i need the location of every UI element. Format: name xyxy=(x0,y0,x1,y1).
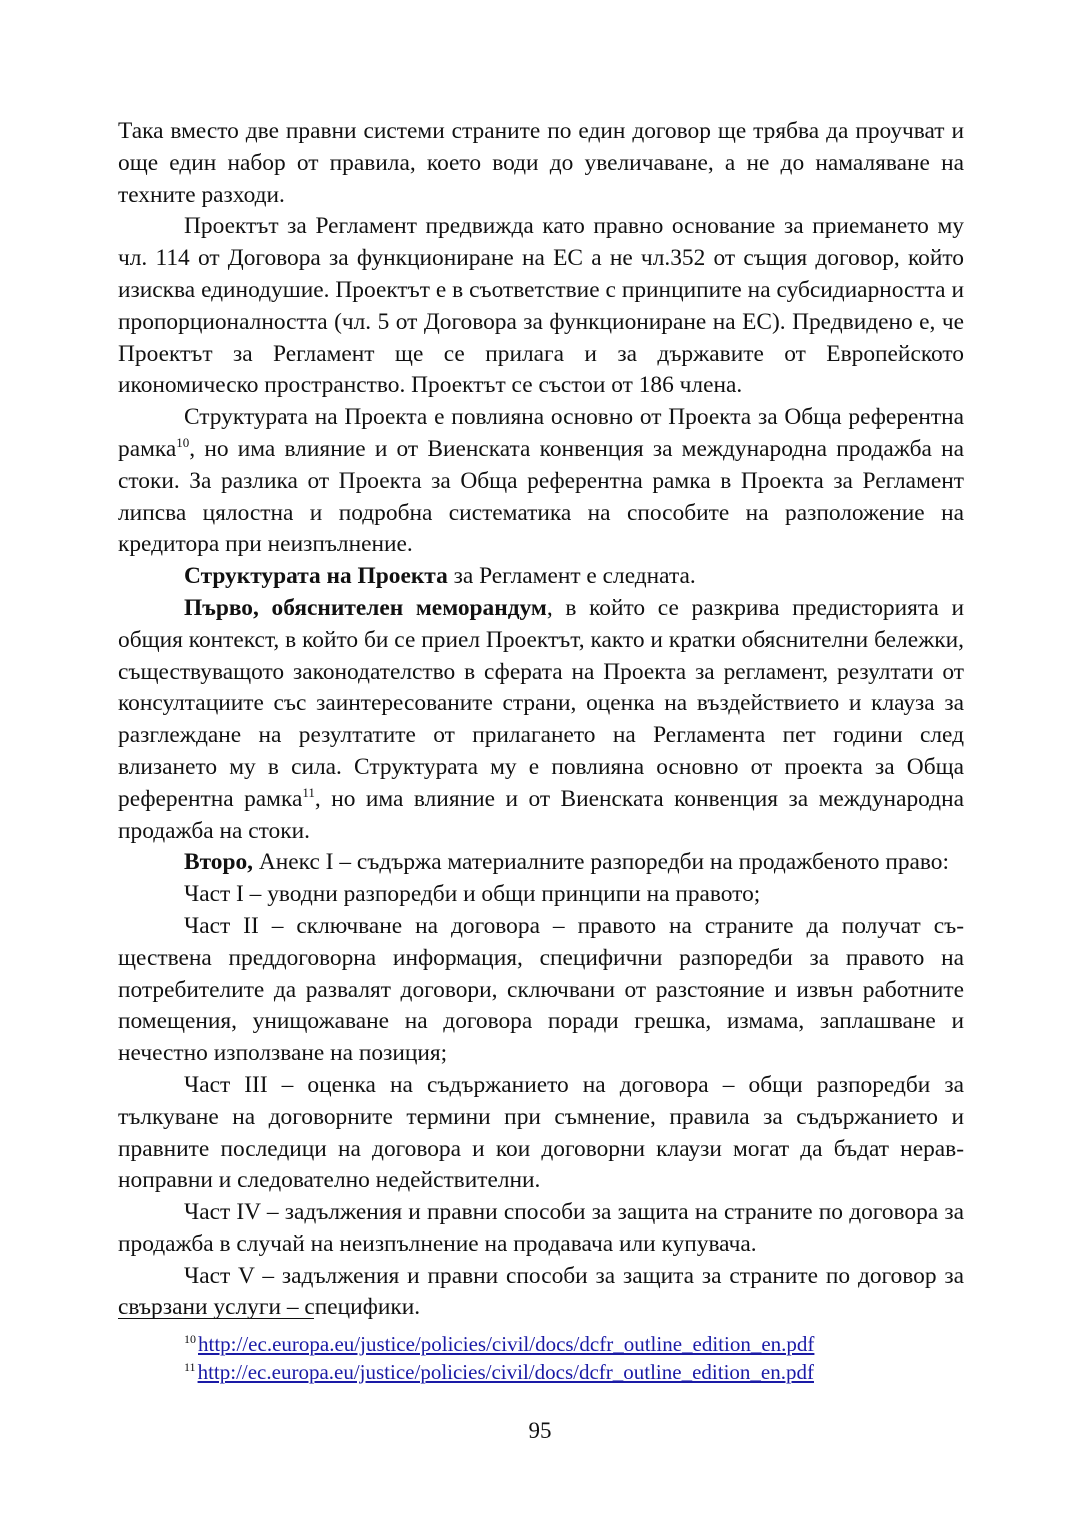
part-2-item: Част II – сключване на договора – правото на страните да получат съществена преддоговорна информация, специфични разпоредби за правото на потребителите да развалят договори, сключвани от разстояние и извън работните помещения, унищожаване на договора поради грешка, измама, заплашване и нечестно използване на позиция; xyxy=(118,912,964,1067)
footnote-separator xyxy=(118,1318,314,1319)
footnote-11 xyxy=(184,1358,924,1386)
footnote-10 xyxy=(184,1330,924,1358)
first-memorandum-heading: Първо, обяснителен меморандум xyxy=(184,594,547,621)
footnote-ref-11[interactable]: 11 xyxy=(302,784,315,800)
structure-heading: Структурата на Проекта xyxy=(184,563,448,590)
footnote-10-number: 10 xyxy=(184,1332,196,1346)
part-3-item: Част III – оценка на съдържанието на договора – общи разпоредби за тълкуване на договорните термини при съмнение, правила за съдържанието и правните последици на договора и кои договорни клаузи могат да бъдат неравноправни и следователно недействителни. xyxy=(118,1071,964,1194)
paragraph-4 xyxy=(118,561,964,593)
paragraph-3-text-b: , но има влияние и от Виенската конвенция за международна продажба на стоки. За разлика от Проекта за Обща референтна рамка в Проекта за Регламент липсва цялостна и подробна систематика на способите на разположение на кредитора при неизпълнение. xyxy=(118,435,964,558)
paragraph-5-text-b: , но има влияние и от Виенската конвенция за международна продажба на стоки. xyxy=(118,785,964,844)
part-1-item: Част I – уводни разпоредби и общи принципи на правото; xyxy=(184,881,761,908)
second-annex-heading: Второ, xyxy=(184,849,254,876)
paragraph-4-text: за Регламент е следната. xyxy=(447,563,696,590)
part-5-item: Част V – задължения и правни способи за защита за страните по договор за свързани услуги – специфики. xyxy=(118,1262,964,1321)
paragraph-2: Проектът за Регламент предвижда като правно основание за приемането му чл. 114 от Договора за функциониране на ЕС а не чл.352 от същия договор, който изисква единодушие. Проектът е в съответствие с принципите на субсидиарността и пропорционалността (чл. 5 от Договора за функциониране на ЕС). Предвидено е, че Проектът за Регламент ще се прилага и за държавите от Европейското икономическо пространство. Проектът се състои от 186 члена. xyxy=(118,213,964,399)
paragraph-6-text: Анекс I – съдържа материалните разпоредби на продажбеното право: xyxy=(253,849,949,876)
paragraph-3-text-a: Структурата на Проекта е повлияна основно от Проекта за Обща референтна рамка xyxy=(118,404,964,462)
paragraph-6 xyxy=(118,847,964,879)
footnotes xyxy=(184,1330,924,1386)
footnote-10-link[interactable]: http://ec.europa.eu/justice/policies/civil/docs/dcfr_outline_edition_en.pdf xyxy=(198,1332,815,1356)
paragraph-1: Така вместо две правни системи страните по един договор ще трябва да проучват и още един набор от правила, което води до увеличаване, а не до намаляване на техните разходи. xyxy=(118,118,964,208)
paragraph-5 xyxy=(118,593,964,847)
paragraph-5-text-a: , в който се разкрива предисторията и общия контекст, в който би се приел Проектът, както и кратки обяснителни бележки, съществуващото законодателство в сферата на Проекта за регламент, резултати от консултациите със заинтересованите страни, оценка на въздействието и клауза за разглеждане на резултатите от прилагането на Регламента пет години след влизането му в сила. Структурата му е повлияна основно от проекта за Обща референтна рамка xyxy=(118,594,964,812)
paragraph-3 xyxy=(118,402,964,561)
footnote-11-link[interactable]: http://ec.europa.eu/justice/policies/civil/docs/dcfr_outline_edition_en.pdf xyxy=(197,1360,814,1384)
page-number: 95 xyxy=(528,1418,552,1443)
page-body xyxy=(118,116,964,1324)
part-4-item: Част IV – задължения и правни способи за защита на страните по договора за продажба в случай на неизпълнение на продавача или купувача. xyxy=(118,1199,964,1257)
footnote-11-number: 11 xyxy=(184,1360,196,1374)
footnote-ref-10[interactable]: 10 xyxy=(176,434,190,450)
